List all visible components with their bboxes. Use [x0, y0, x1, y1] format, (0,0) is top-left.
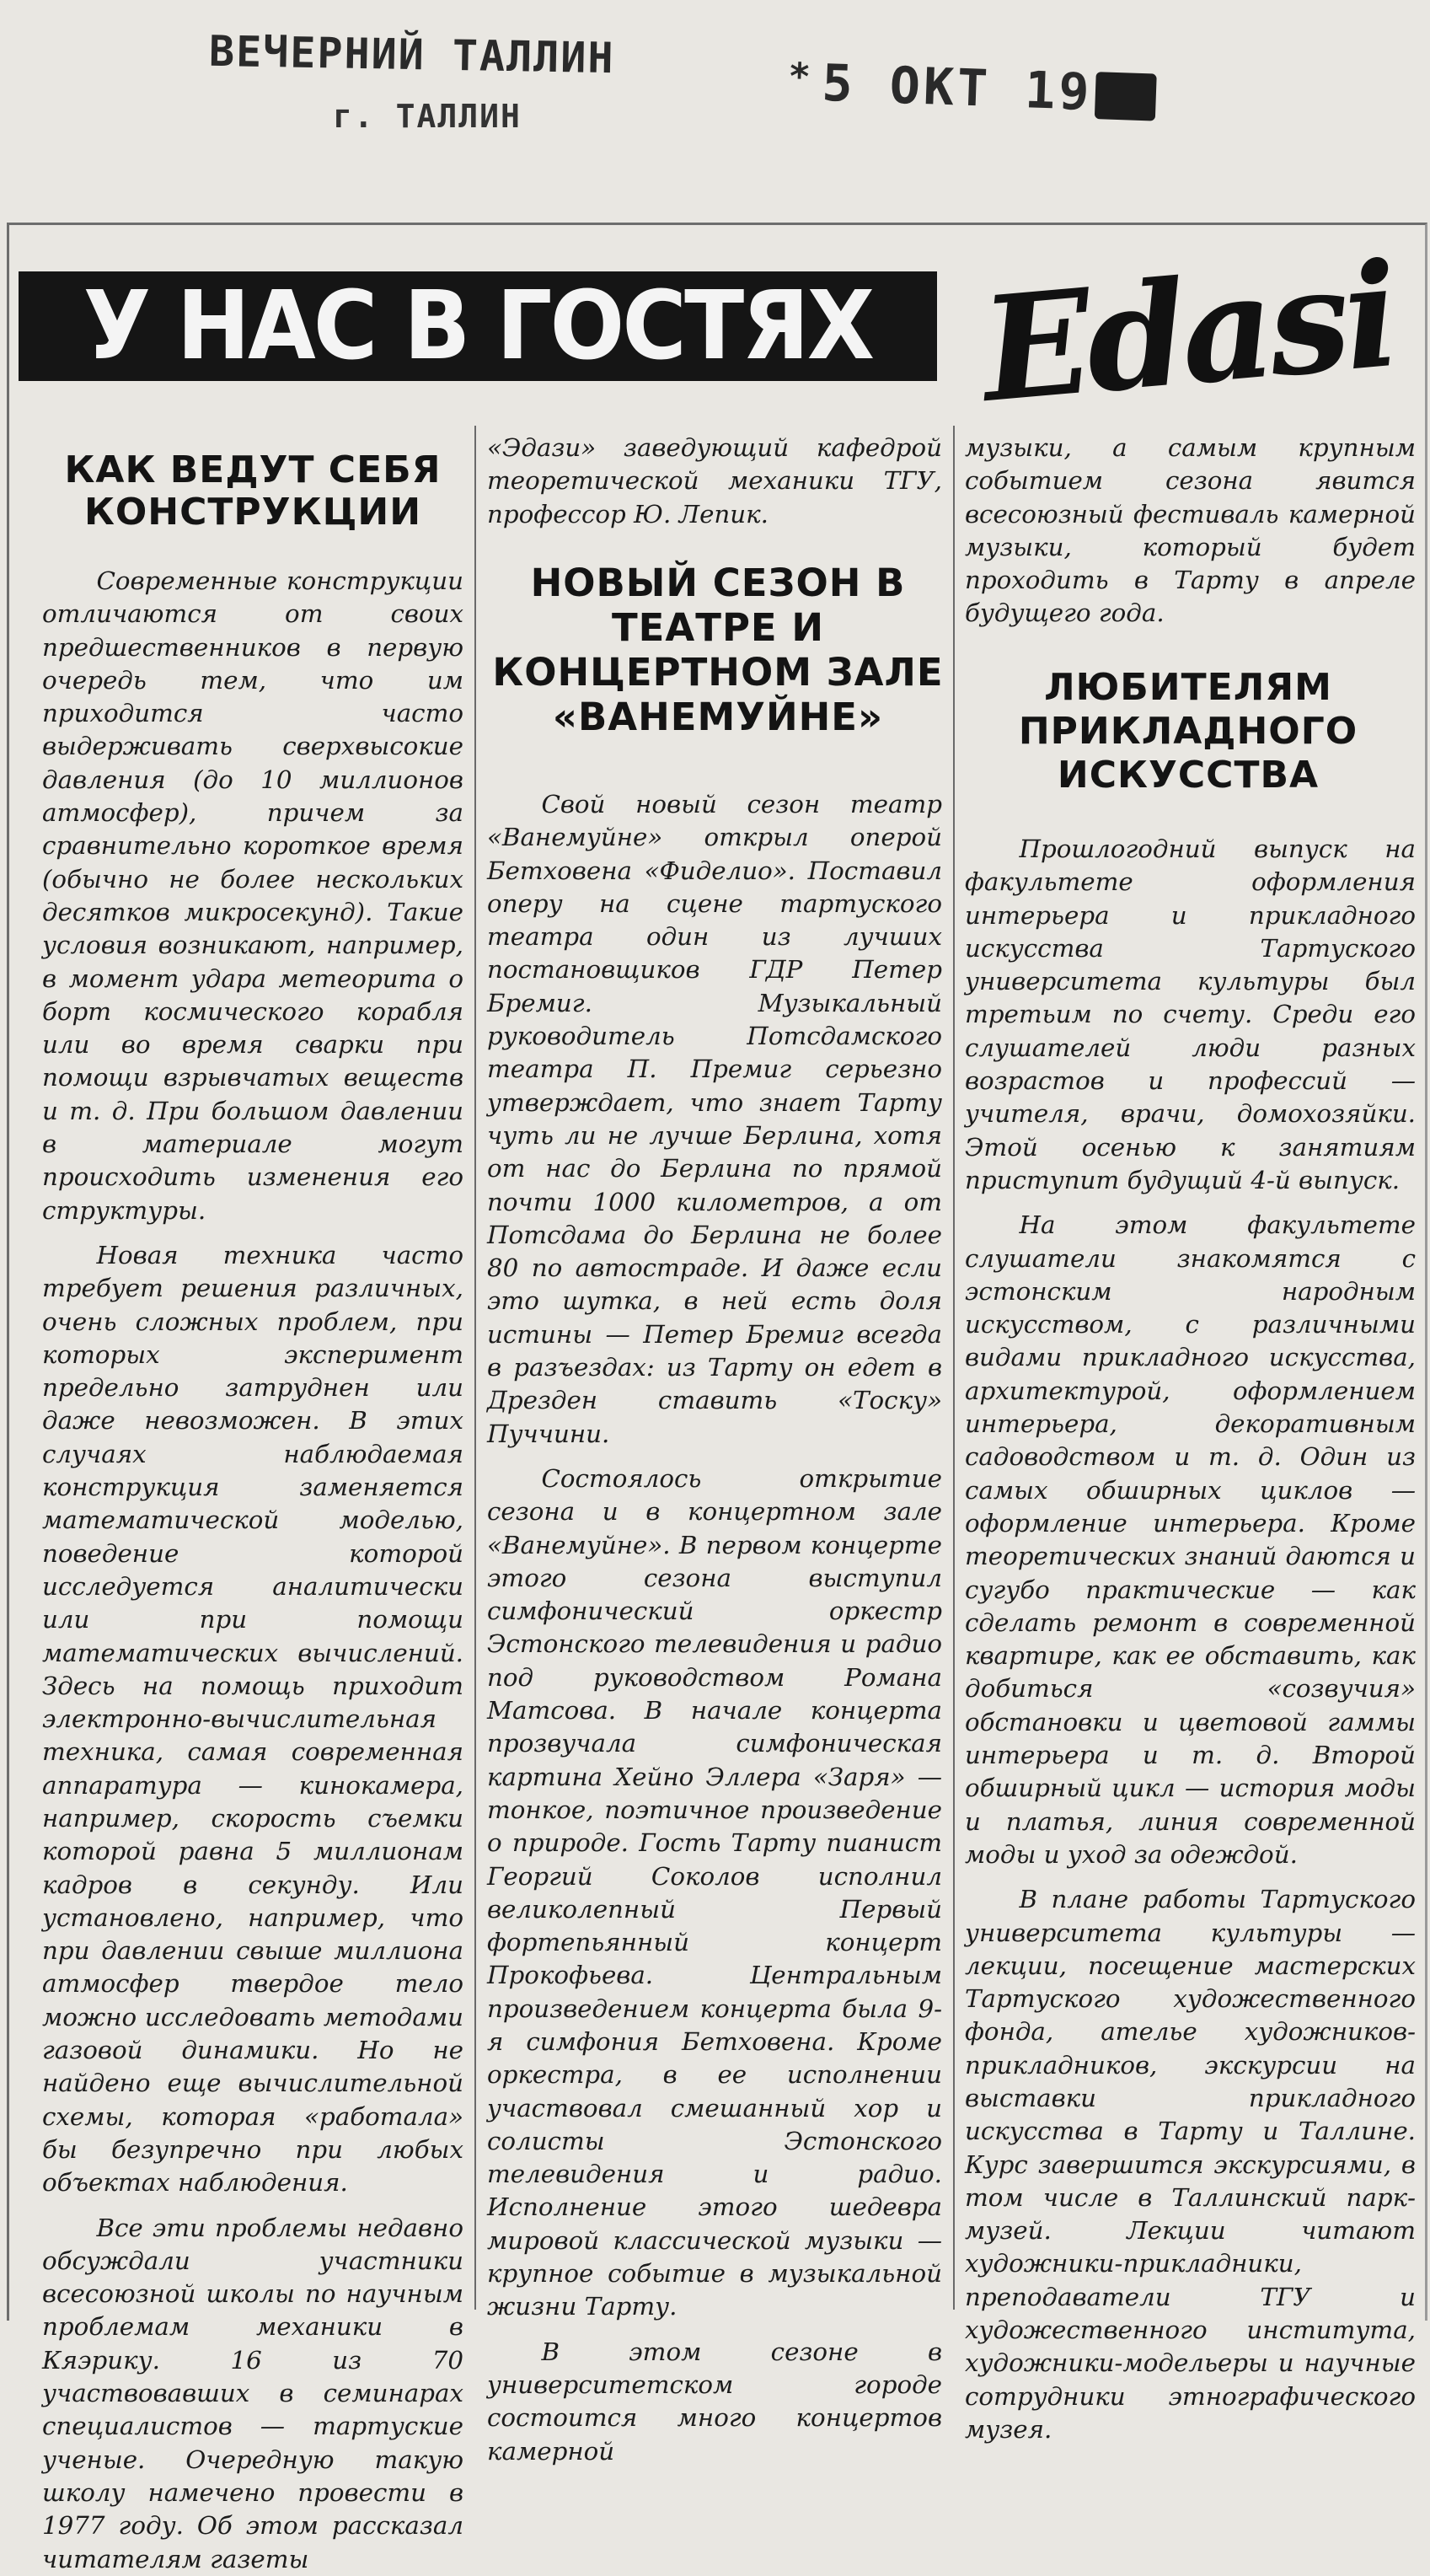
article-title-constructions: КАК ВЕДУТ СЕБЯ КОНСТРУКЦИИ — [64, 448, 442, 534]
article-continuation-constructions — [487, 432, 942, 531]
banner-heading: У НАС В ГОСТЯХ — [83, 271, 873, 381]
paragraph: Все эти проблемы недавно обсуждали участники всесоюзной школы по научным проблемам механики в Кяэрику. 16 из 70 участвовавших в семинарах специалистов — тартуские ученые. Очередную такую школу намечено провести в 1977 году. Об этом рассказал читателям газеты — [42, 2213, 463, 2573]
paragraph: Современные конструкции отличаются от своих предшественников в первую очередь тем, что им приходится часто выдерживать сверхвысокие давления (до 10 миллионов атмосфер), причем за сравнительно короткое время (обычно не более нескольких десятков микросекунд). Такие условия возникают, например, в момент удара метеорита о борт космического корабля или во время сварки при помощи взрывчатых веществ и т. д. При большом давлении в материале могут происходить изменения его структуры. — [42, 566, 463, 1225]
ink-blot — [1095, 72, 1157, 121]
article-body-applied-art — [965, 833, 1416, 2446]
asterisk-mark: * — [787, 55, 815, 99]
article-body-constructions — [42, 565, 463, 2576]
paragraph: В плане работы Тартуского университета культуры — лекции, посещение мастерских Тартуского художественного фонда, ателье художников-прикладников, экскурсии на выставки прикладного искусства в Тарту и Таллине. Курс завершится экскурсиями, в том числе в Таллинский парк-музей. Лекции читают художники-прикладники, преподаватели ТГУ и художественного института, художники-модельеры и научные сотрудники этнографического музея. — [965, 1885, 1416, 2444]
paragraph: На этом факультете слушатели знакомятся с эстонским народным искусством, с различными видами прикладного искусства, архитектурой, оформлением интерьера, декоративным садоводством и т. д. Один из самых обширных циклов — оформление интерьера. Кроме теоретических знаний даются и сугубо практические — как сделать ремонт в современной квартире, как ее обставить, как добиться «созвучия» обстановки и цветовой гаммы интерьера и т. д. Второй обширный цикл — история моды и платья, линия современной моды и уход за одеждой. — [965, 1210, 1416, 1869]
article-title-new-season: НОВЫЙ СЕЗОН В ТЕАТРЕ И КОНЦЕРТНОМ ЗАЛЕ «ВАНЕМУЙНЕ» — [492, 561, 944, 739]
date-stamp — [787, 52, 1158, 124]
section-banner — [19, 271, 937, 381]
article-body-new-season — [487, 788, 942, 2468]
paragraph: Состоялось открытие сезона и в концертном зале «Ванемуйне». В первом концерте этого сезона выступил симфонический оркестр Эстонского телевидения и радио под руководством Романа Матсова. В начале концерта прозвучала симфоническая картина Хейно Эллера «Заря» — тонкое, поэтичное произведение о природе. Гость Тарту пианист Георгий Соколов исполнил великолепный Первый фортепьянный концерт Прокофьева. Центральным произведением концерта была 9-я симфония Бетховена. Кроме оркестра, в ее исполнении участвовал смешанный хор и солисты Эстонского телевидения и радио. Исполнение этого шедевра мировой классической музыки — крупное событие в музыкальной жизни Тарту. — [487, 1463, 942, 2321]
paragraph: Свой новый сезон театр «Ванемуйне» открыл оперой Бетховена «Фиделио». Поставил оперу на сцене тартуского театра один из лучших постановщиков ГДР Петер Бремиг. Музыкальный руководитель Потсдамского театра П. Премиг серьезно утверждает, что знает Тарту чуть ли не лучше Берлина, хотя от нас до Берлина по прямой почти 1000 километров, а от Потсдама до Берлина не более 80 по автостраде. И даже если это шутка, в ней есть доля истины — Петер Бремиг всегда в разъездах: из Тарту он едет в Дрезден ставить «Тоску» Пуччини. — [487, 790, 942, 1448]
article-title-applied-art: ЛЮБИТЕЛЯМ ПРИКЛАДНОГО ИСКУССТВА — [1018, 666, 1358, 797]
paragraph: Новая техника часто требует решения различных, очень сложных проблем, при которых эксперимент предельно затруднен или даже невозможен. В этих случаях наблюдаемая конструкция заменяется математической моделью, поведение которой исследуется аналитически или при помощи математических вычислений. Здесь на помощь приходит электронно-вычислительная техника, самая современная аппаратура — кинокамера, например, скорость съемки которой равна 5 миллионам кадров в секунду. Или установлено, например, что при давлении свыше миллиона атмосфер твердое тело можно исследовать методами газовой динамики. Но не найдено еще вычислительной схемы, которая «работала» бы безупречно при любых объектах наблюдения. — [42, 1240, 463, 2198]
date-text: 5 ОКТ 19 — [821, 53, 1094, 122]
column-rule-1 — [474, 426, 476, 2310]
city-stamp: г. ТАЛЛИН — [333, 98, 522, 135]
edasi-logo: Edasi — [975, 231, 1401, 435]
paragraph: музыки, а самым крупным событием сезона явится всесоюзный фестиваль камерной музыки, который будет проходить в Тарту в апреле будущего года. — [965, 433, 1416, 628]
paragraph: «Эдази» заведующий кафедрой теоретической механики ТГУ, профессор Ю. Лепик. — [487, 433, 942, 529]
paragraph: Прошлогодний выпуск на факультете оформления интерьера и прикладного искусства Тартуского университета культуры был третьим по счету. Среди его слушателей люди разных возрастов и профессий — учителя, врачи, домохозяйки. Этой осенью к занятиям приступит будущий 4-й выпуск. — [965, 835, 1416, 1194]
article-continuation-new-season — [965, 432, 1416, 631]
newspaper-stamp: ВЕЧЕРНИЙ ТАЛЛИН — [208, 26, 616, 83]
paragraph: В этом сезоне в университетском городе состоится много концертов камерной — [487, 2337, 942, 2466]
